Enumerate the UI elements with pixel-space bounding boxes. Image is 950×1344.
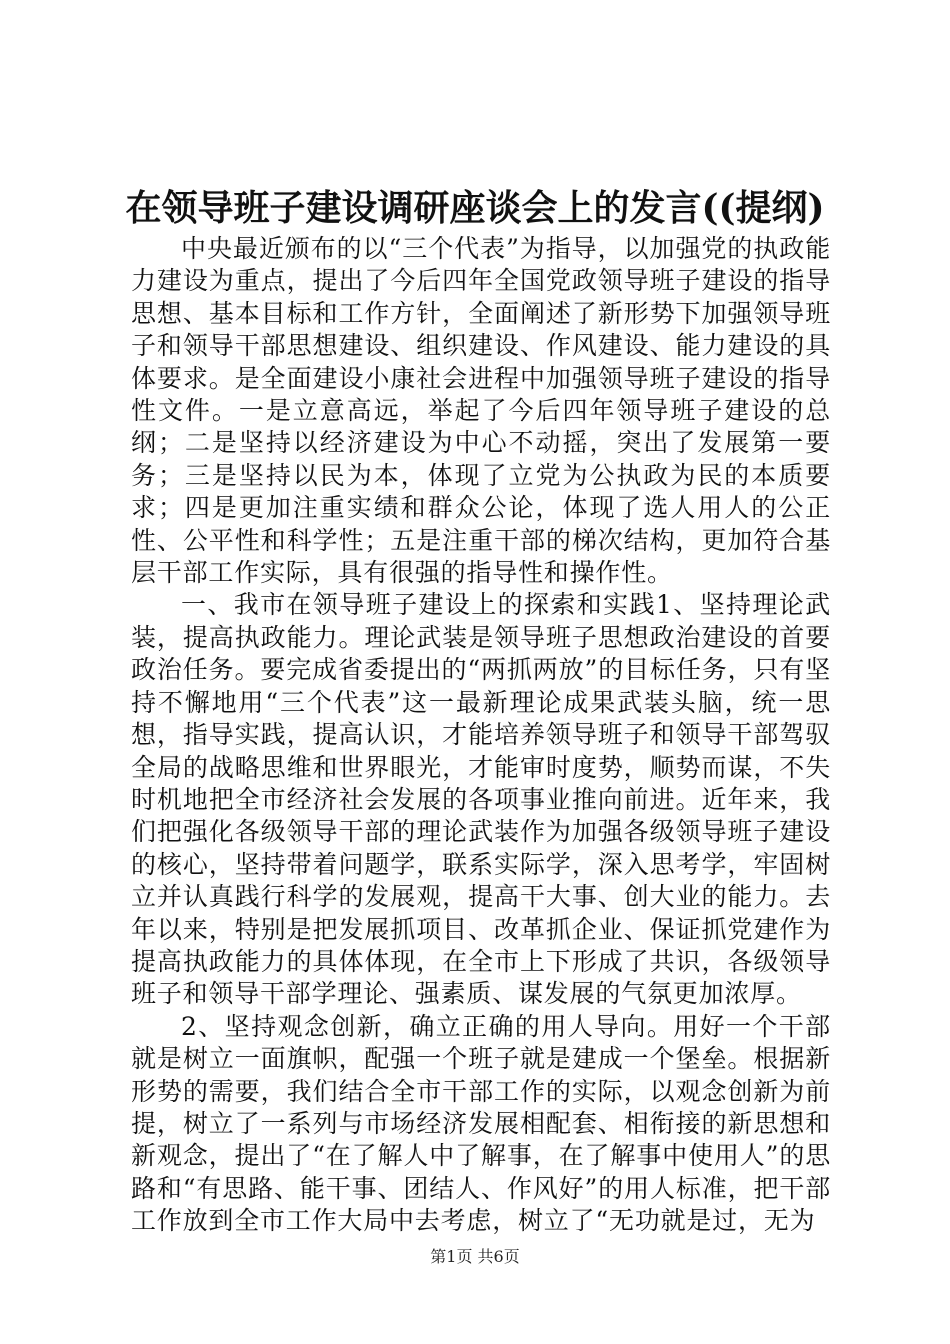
paragraph-section-2: 2、坚持观念创新，确立正确的用人导向。用好一个干部就是树立一面旗帜，配强一个班子就是建成一个堡垒。根据新形势的需要，我们结合全市干部工作的实际，以观念创新为前提，树立了一系列与市场经济发展相配套、相衔接的新思想和新观念，提出了“在了解人中了解事，在了解事中使用人”的思路和“有思路、能干事、团结人、作风好”的用人标准，把干部工作放到全市工作大局中去考虑，树立了“无功就是过，无为 xyxy=(131,1011,831,1236)
paragraph-intro: 中央最近颁布的以“三个代表”为指导，以加强党的执政能力建设为重点，提出了今后四年全国党政领导班子建设的指导思想、基本目标和工作方针，全面阐述了新形势下加强领导班子和领导干部思想建设、组织建设、作风建设、能力建设的具体要求。是全面建设小康社会进程中加强领导班子建设的指导性文件。一是立意高远，举起了今后四年领导班子建设的总纲；二是坚持以经济建设为中心不动摇，突出了发展第一要务；三是坚持以民为本，体现了立党为公执政为民的本质要求；四是更加注重实绩和群众公论，体现了选人用人的公正性、公平性和科学性；五是注重干部的梯次结构，更加符合基层干部工作实际，具有很强的指导性和操作性。 xyxy=(131,234,831,588)
page-number-footer: 第1页 共6页 xyxy=(430,1247,520,1266)
document-title: 在领导班子建设调研座谈会上的发言((提纲) xyxy=(125,187,825,229)
document-body xyxy=(131,233,831,1238)
paragraph-section-1: 一、我市在领导班子建设上的探索和实践1、坚持理论武装，提高执政能力。理论武装是领导班子思想政治建设的首要政治任务。要完成省委提出的“两抓两放”的目标任务，只有坚持不懈地用“三个代表”这一最新理论成果武装头脑，统一思想，指导实践，提高认识，才能培养领导班子和领导干部驾驭全局的战略思维和世界眼光，才能审时度势，顺势而谋，不失时机地把全市经济社会发展的各项事业推向前进。近年来，我们把强化各级领导干部的理论武装作为加强各级领导班子建设的核心，坚持带着问题学，联系实际学，深入思考学，牢固树立并认真践行科学的发展观，提高干大事、创大业的能力。去年以来，特别是把发展抓项目、改革抓企业、保证抓党建作为提高执政能力的具体体现，在全市上下形成了共识，各级领导班子和领导干部学理论、强素质、谋发展的气氛更加浓厚。 xyxy=(131,590,831,1009)
